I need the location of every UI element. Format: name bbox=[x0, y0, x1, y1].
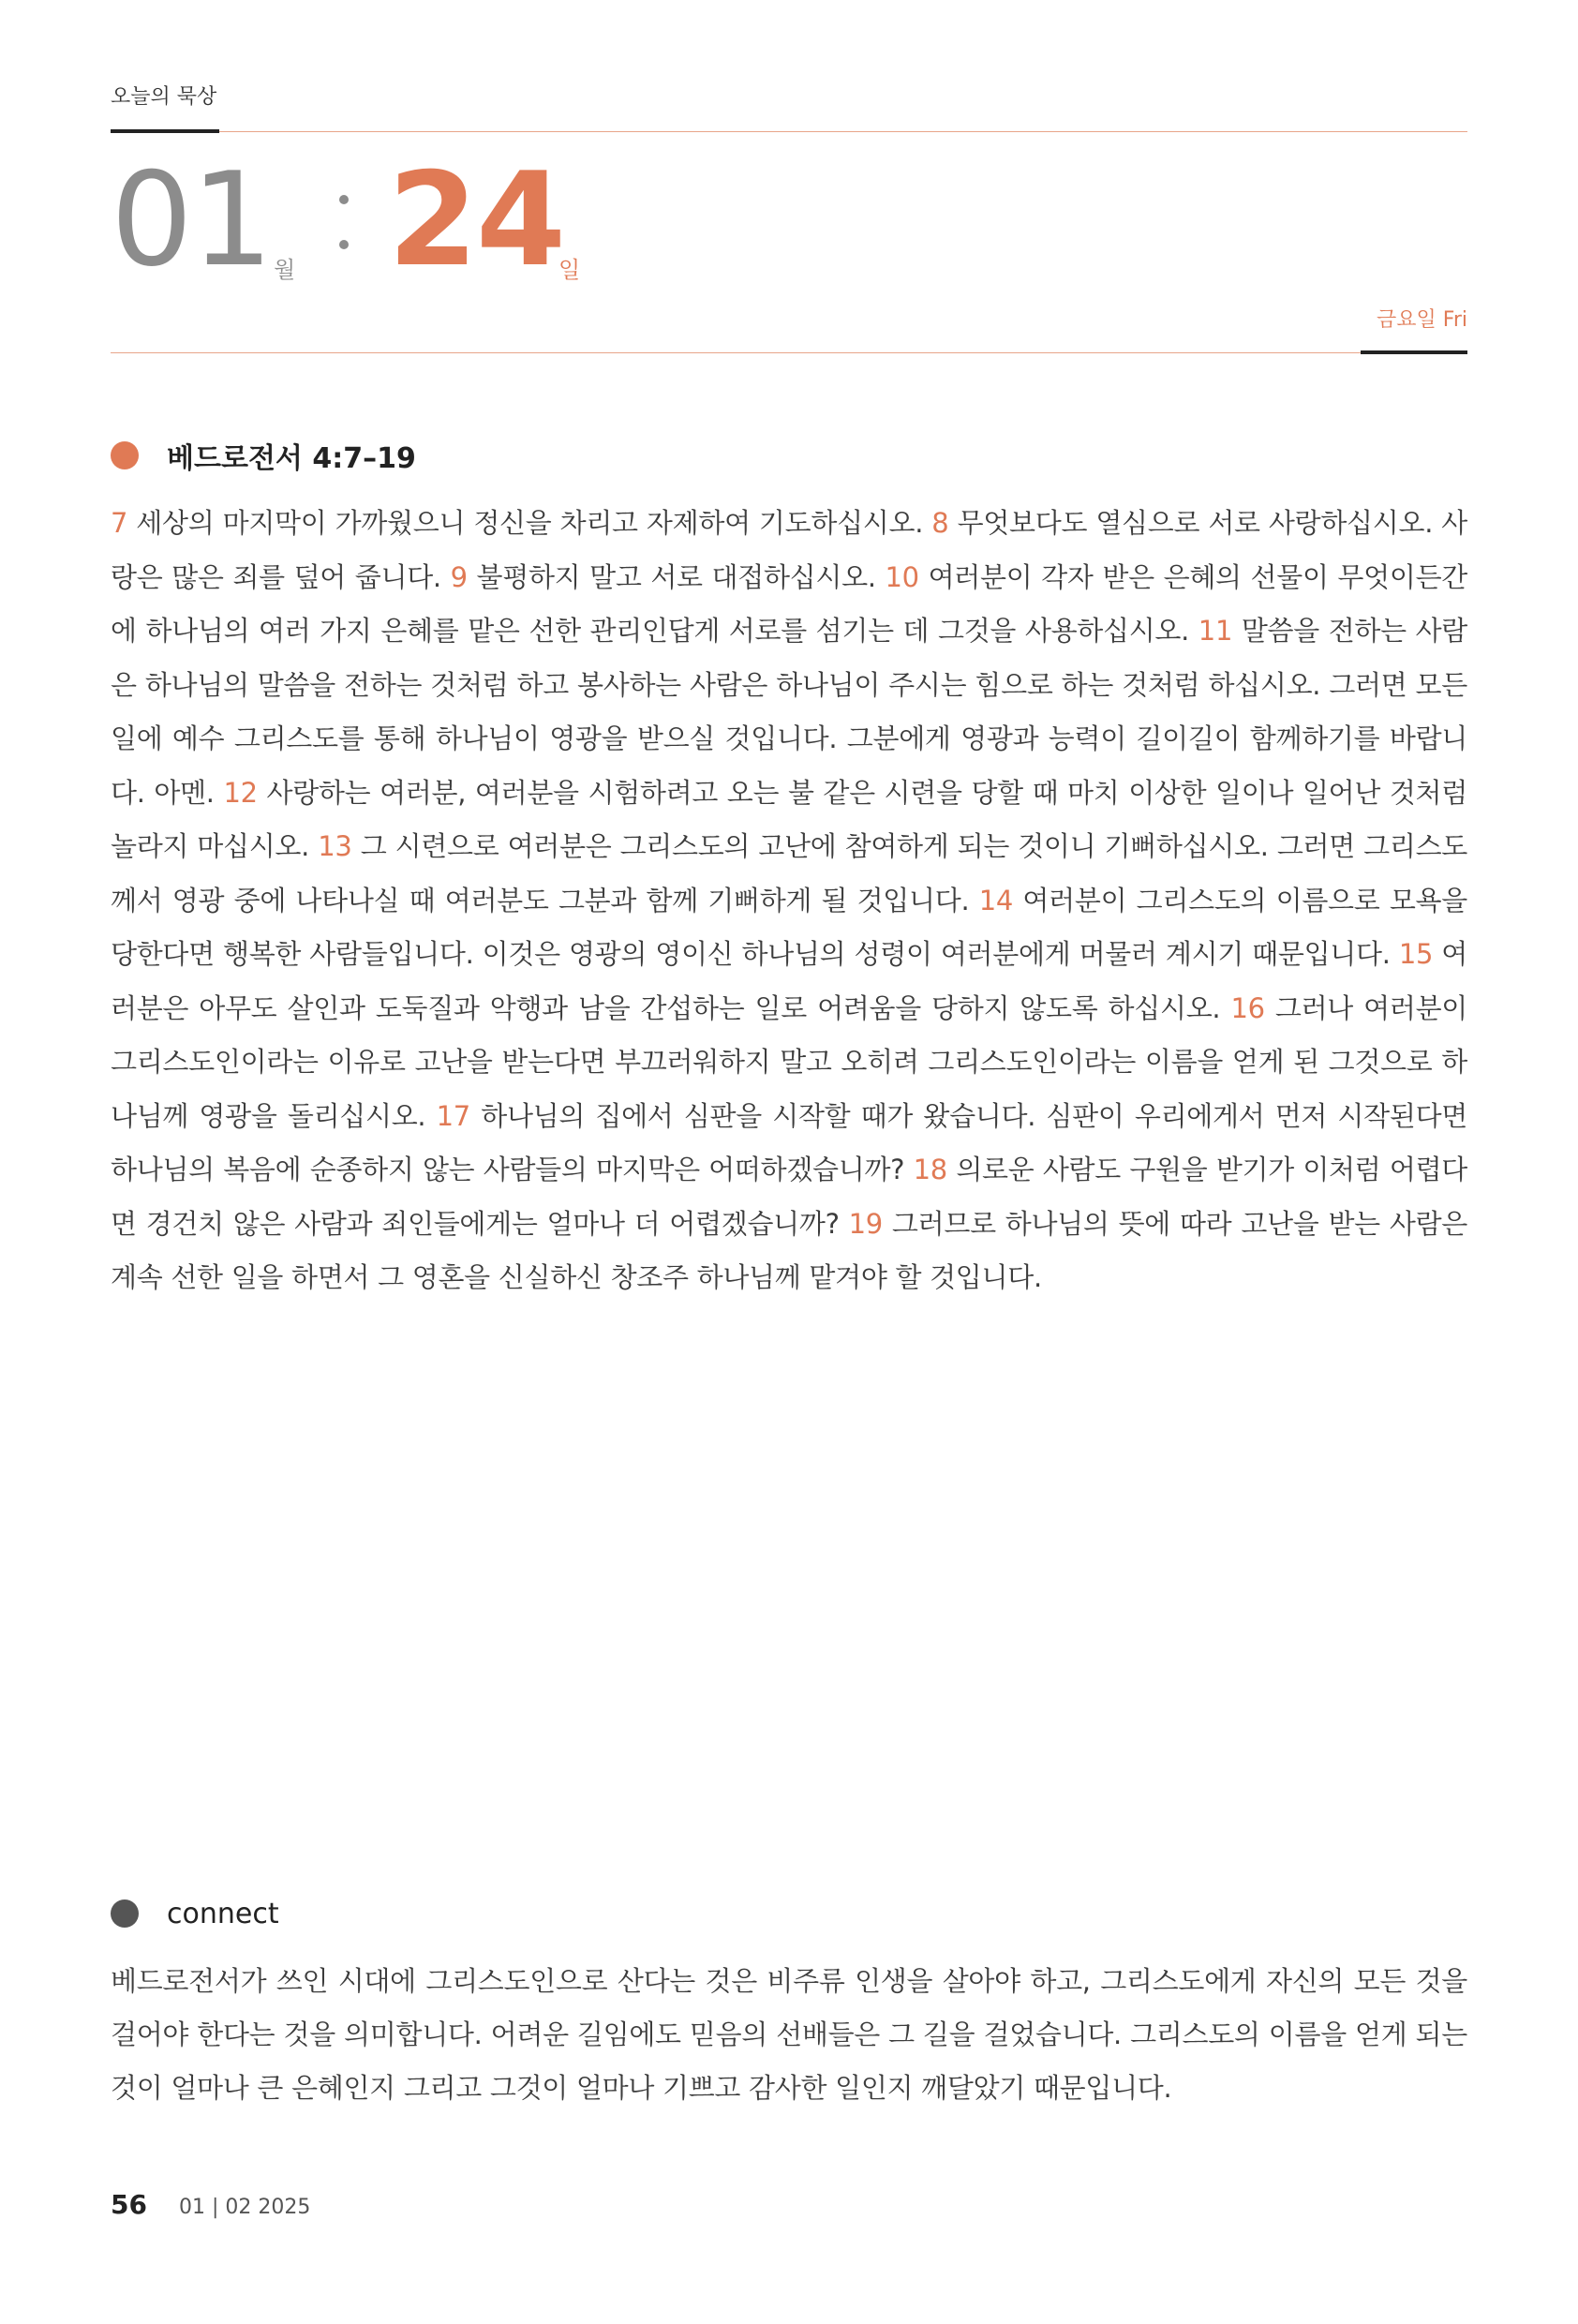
verse-text: 하나님의 집에서 심판을 시작할 때가 왔습니다. 심판이 우리에게서 먼저 시작된다면 하나님의 복음에 순종하지 않는 사람들의 마지막은 어떠하겠습니까? bbox=[111, 1099, 1467, 1185]
verse-text: 그러나 여러분이 그리스도인이라는 이유로 고난을 받는다면 부끄러워하지 말고 오히려 그리스도인이라는 이름을 얻게 된 그것으로 하나님께 영광을 돌리십시오. bbox=[111, 991, 1467, 1132]
verse-number: 11 bbox=[1198, 615, 1233, 647]
verse-number: 14 bbox=[978, 884, 1014, 916]
verse-text: 세상의 마지막이 가까웠으니 정신을 차리고 자제하여 기도하십시오. bbox=[127, 507, 932, 539]
verse-text: 말씀을 전하는 사람은 하나님의 말씀을 전하는 것처럼 하고 봉사하는 사람은 하나님이 주시는 힘으로 하는 것처럼 하십시오. 그러면 모든 일에 예수 그리스도를 통해 하나님이 영광을 받으실 것입니다. 그분에게 영광과 능력이 길이길이 함께하기를 바랍니다. 아멘. bbox=[111, 615, 1468, 809]
date-rule-accent bbox=[1361, 350, 1467, 354]
verse-text: 사랑하는 여러분, 여러분을 시험하려고 오는 불 같은 시련을 당할 때 마치 이상한 일이나 일어난 것처럼 놀라지 마십시오. bbox=[111, 776, 1467, 862]
bullet-icon bbox=[111, 1899, 139, 1928]
date-month: 01 bbox=[111, 144, 272, 295]
scripture-text bbox=[111, 497, 1467, 1305]
verse-number: 15 bbox=[1398, 938, 1434, 970]
verse-text: 여러분이 각자 받은 은혜의 선물이 무엇이든간에 하나님의 여러 가지 은혜를 맡은 선한 관리인답게 서로를 섬기는 데 그것을 사용하십시오. bbox=[111, 560, 1467, 647]
verse-number: 8 bbox=[931, 507, 949, 539]
verse-text: 불평하지 말고 서로 대접하십시오. bbox=[467, 560, 886, 593]
verse-number: 13 bbox=[318, 830, 352, 862]
verse-text: 의로운 사람도 구원을 받기가 이처럼 어렵다면 경건치 않은 사람과 죄인들에게는 얼마나 더 어렵겠습니까? bbox=[111, 1154, 1467, 1240]
page-footer bbox=[111, 2189, 310, 2220]
verse-number: 9 bbox=[450, 560, 468, 593]
section-label: 오늘의 묵상 bbox=[111, 85, 217, 109]
verse-number: 12 bbox=[223, 776, 258, 809]
connect-heading bbox=[111, 1895, 279, 1932]
verse-number: 16 bbox=[1230, 991, 1265, 1024]
colon-dot-top bbox=[339, 195, 349, 204]
date-day-unit: 일 bbox=[558, 257, 581, 283]
verse-text: 여러분은 아무도 살인과 도둑질과 악행과 남을 간섭하는 일로 어려움을 당하지 않도록 하십시오. bbox=[111, 938, 1467, 1024]
scripture-reference: 베드로전서 4:7–19 bbox=[167, 442, 416, 475]
header-rule-accent bbox=[111, 129, 219, 133]
verse-text: 그러므로 하나님의 뜻에 따라 고난을 받는 사람은 계속 선한 일을 하면서 그 영혼을 신실하신 창조주 하나님께 맡겨야 할 것입니다. bbox=[111, 1207, 1467, 1293]
date-rule bbox=[111, 352, 1361, 353]
connect-title: connect bbox=[167, 1897, 279, 1930]
verse-text: 그 시련으로 여러분은 그리스도의 고난에 참여하게 되는 것이니 기뻐하십시오. 그러면 그리스도께서 영광 중에 나타나실 때 여러분도 그분과 함께 기뻐하게 될 것입니다. bbox=[111, 830, 1467, 916]
scripture-heading bbox=[111, 437, 416, 474]
bullet-icon bbox=[111, 441, 139, 469]
issue-label: 01 | 02 2025 bbox=[178, 2196, 311, 2219]
colon-dot-bottom bbox=[339, 240, 349, 249]
date-colon bbox=[339, 195, 349, 261]
verse-number: 10 bbox=[885, 560, 919, 593]
weekday-label: 금요일 Fri bbox=[1377, 308, 1467, 332]
verse-text: 무엇보다도 열심으로 서로 사랑하십시오. 사랑은 많은 죄를 덮어 줍니다. bbox=[111, 507, 1467, 593]
connect-body: 베드로전서가 쓰인 시대에 그리스도인으로 산다는 것은 비주류 인생을 살아야 하고, 그리스도에게 자신의 모든 것을 걸어야 한다는 것을 의미합니다. 어려운 길임에도 믿음의 선배들은 그 길을 걸었습니다. 그리스도의 이름을 얻게 되는 것이 얼마나 큰 은혜인지 그리고 그것이 얼마나 기쁘고 감사한 일인지 깨달았기 때문입니다. bbox=[111, 1965, 1467, 2104]
date-day: 24 bbox=[388, 144, 565, 295]
header-rule bbox=[219, 131, 1467, 132]
verse-number: 7 bbox=[111, 507, 128, 539]
verse-number: 19 bbox=[848, 1207, 883, 1240]
date-month-unit: 월 bbox=[274, 257, 296, 283]
page-number: 56 bbox=[111, 2189, 147, 2220]
verse-number: 18 bbox=[913, 1154, 947, 1185]
verse-text: 여러분이 그리스도의 이름으로 모욕을 당한다면 행복한 사람들입니다. 이것은 영광의 영이신 하나님의 성령이 여러분에게 머물러 계시기 때문입니다. bbox=[111, 884, 1467, 970]
verse-number: 17 bbox=[436, 1099, 470, 1132]
